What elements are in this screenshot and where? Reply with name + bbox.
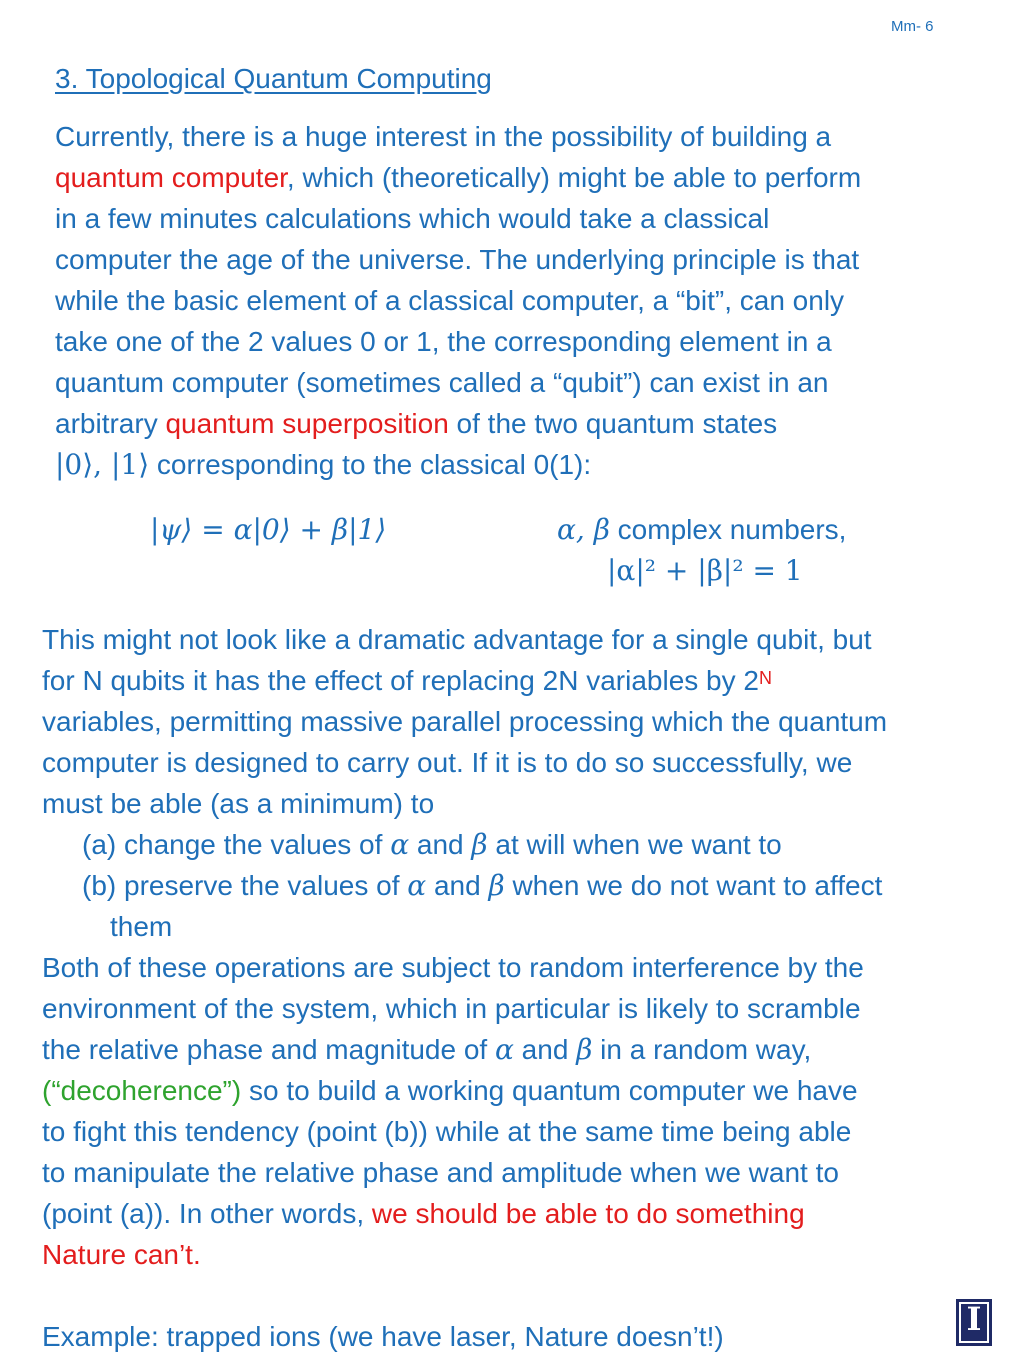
example-text: Example: trapped ions (we have laser, Nature doesn’t!) [42,1321,724,1352]
decoherence-line-4 [42,1070,858,1111]
requirement-b [82,865,882,906]
intro-line-8 [55,403,777,444]
decoherence-line-7-text: (point (a)). In other words, [42,1198,372,1229]
intro-line-3: in a few minutes calculations which would take a classical [55,203,770,234]
alpha-symbol: α [407,869,427,902]
normalization-equation: |α|² + |β|² = 1 [607,554,803,587]
basis-states: |0⟩, |1⟩ [55,448,150,481]
intro-line-8-tail: of the two quantum states [448,408,778,439]
and-text: and [426,870,489,901]
advantage-line-1: This might not look like a dramatic advantage for a single qubit, but [42,624,872,655]
and-text: and [513,1034,577,1065]
decoherence-line-3 [42,1029,811,1070]
beta-symbol: β [576,1033,593,1066]
intro-line-2-text: , which (theoretically) might be able to perform [286,162,862,193]
decoherence-line-6: to manipulate the relative phase and amplitude when we want to [42,1157,839,1188]
decoherence-line-5: to fight this tendency (point (b)) while at the same time being able [42,1116,852,1147]
requirement-b-tail: when we do not want to affect [504,870,883,901]
intro-line-8-text: arbitrary [55,408,166,439]
advantage-line-5: must be able (as a minimum) to [42,788,435,819]
decoherence-line-7 [42,1193,805,1234]
logo-glyph: I [966,1300,982,1338]
intro-line-9-text: corresponding to the classical 0(1): [149,449,592,480]
advantage-line-2 [42,660,772,701]
exponent-n: N [758,668,772,688]
requirement-a-text: (a) change the values of [82,829,391,860]
page-number: Mm- 6 [891,18,934,35]
intro-line-4: computer the age of the universe. The underlying principle is that [55,244,860,275]
intro-line-6: take one of the 2 values 0 or 1, the corresponding element in a [55,326,832,357]
intro-line-1: Currently, there is a huge interest in the possibility of building a [55,121,832,152]
advantage-line-2-text: for N qubits it has the effect of replacing 2N variables by 2 [42,665,759,696]
decoherence-line-3-text: the relative phase and magnitude of [42,1034,495,1065]
decoherence-line-4-text: so to build a working quantum computer we have [241,1075,858,1106]
coefficient-description [557,509,846,550]
decoherence-line-3-tail: in a random way, [592,1034,812,1065]
decoherence-line-1: Both of these operations are subject to random interference by the [42,952,864,983]
advantage-line-4: computer is designed to carry out. If it is to do so successfully, we [42,747,853,778]
section-title: 3. Topological Quantum Computing [55,63,492,94]
beta-symbol: β [471,828,488,861]
quantum-computer-highlight: quantum computer [55,162,287,193]
coefficients: α, β [557,513,610,546]
decoherence-line-8: Nature can’t. [42,1239,201,1270]
alpha-symbol: α [494,1033,514,1066]
coefficient-text: complex numbers, [609,514,847,545]
beta-symbol: β [488,869,505,902]
nature-cant-highlight: we should be able to do something [371,1198,805,1229]
intro-line-5: while the basic element of a classical computer, a “bit”, can only [55,285,845,316]
state-equation: |ψ⟩ = α|0⟩ + β|1⟩ [150,513,387,546]
requirement-a [82,824,782,865]
requirement-b-continued: them [110,911,173,942]
requirement-b-text: (b) preserve the values of [82,870,408,901]
decoherence-highlight: (“decoherence”) [42,1075,242,1106]
intro-line-7: quantum computer (sometimes called a “qubit”) can exist in an [55,367,829,398]
intro-line-2 [55,157,861,198]
requirement-a-tail: at will when we want to [487,829,782,860]
and-text: and [409,829,472,860]
advantage-line-3: variables, permitting massive parallel processing which the quantum [42,706,888,737]
intro-line-9 [55,444,591,485]
decoherence-line-2: environment of the system, which in particular is likely to scramble [42,993,861,1024]
alpha-symbol: α [390,828,410,861]
university-logo [956,1299,992,1346]
superposition-highlight: quantum superposition [165,408,449,439]
